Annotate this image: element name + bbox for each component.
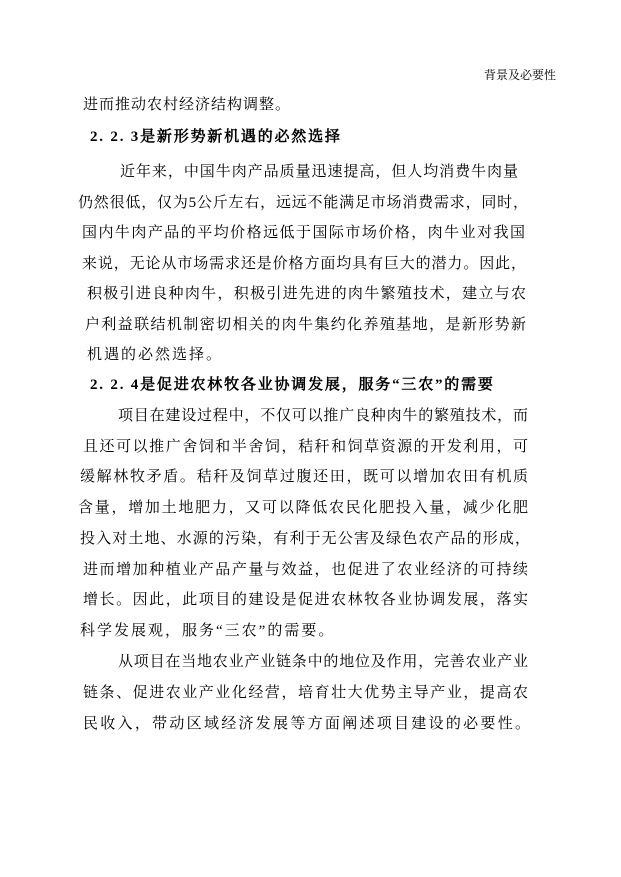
body-text-line: 民收入，带动区域经济发展等方面阐述项目建设的必要性。 (83, 716, 530, 732)
body-text-line: 国内牛肉产品的平均价格远低于国际市场价格，肉牛业对我国 (82, 225, 525, 241)
section-heading: 2. 2. 4是促进农林牧各业协调发展，服务“三农”的需要 (90, 377, 495, 393)
body-text-line: 仍然很低，仅为5公斤左右，远远不能满足市场消费需求，同时， (78, 195, 528, 211)
body-text-line: 来说，无论从市场需求还是价格方面均具有巨大的潜力。因此， (82, 256, 526, 272)
body-text-line: 且还可以推广舍饲和半舍饲，秸秆和饲草资源的开发利用，可 (83, 439, 528, 455)
section-heading: 2. 2. 3是新形势新机遇的必然选择 (90, 129, 342, 145)
body-text-line: 含量，增加土地肥力，又可以降低农民化肥投入量，减少化肥 (78, 500, 528, 516)
body-text-line: 科学发展观，服务“三农”的需要。 (80, 623, 336, 639)
body-text-line: 缓解林牧矛盾。秸秆及饲草过腹还田，既可以增加农田有机质 (80, 469, 528, 485)
body-text-line: 增长。因此，此项目的建设是促进农林牧各业协调发展，落实 (83, 592, 528, 608)
body-text-line: 户利益联结机制密切相关的肉牛集约化养殖基地，是新形势新 (85, 317, 526, 333)
running-header: 背景及必要性 (484, 68, 557, 82)
body-text-line: 链条、促进农业产业化经营，培育壮大优势主导产业，提高农 (83, 685, 528, 701)
body-text-line: 从项目在当地农业产业链条中的地位及作用，完善农业产业 (118, 654, 528, 670)
body-text-line: 投入对土地、水源的污染，有利于无公害及绿色农产品的形成， (80, 531, 530, 547)
body-text-line: 积极引进良种肉牛，积极引进先进的肉牛繁殖技术，建立与农 (87, 286, 526, 302)
body-text-line: 进而增加种植业产品产量与效益，也促进了农业经济的可持续 (83, 562, 528, 578)
body-text-line: 项目在建设过程中，不仅可以推广良种肉牛的繁殖技术，而 (118, 408, 528, 424)
body-text-line: 进而推动农村经济结构调整。 (83, 97, 292, 113)
body-text-line: 近年来，中国牛肉产品质量迅速提高，但人均消费牛肉量 (120, 164, 518, 180)
body-text-line: 机遇的必然选择。 (87, 347, 224, 363)
